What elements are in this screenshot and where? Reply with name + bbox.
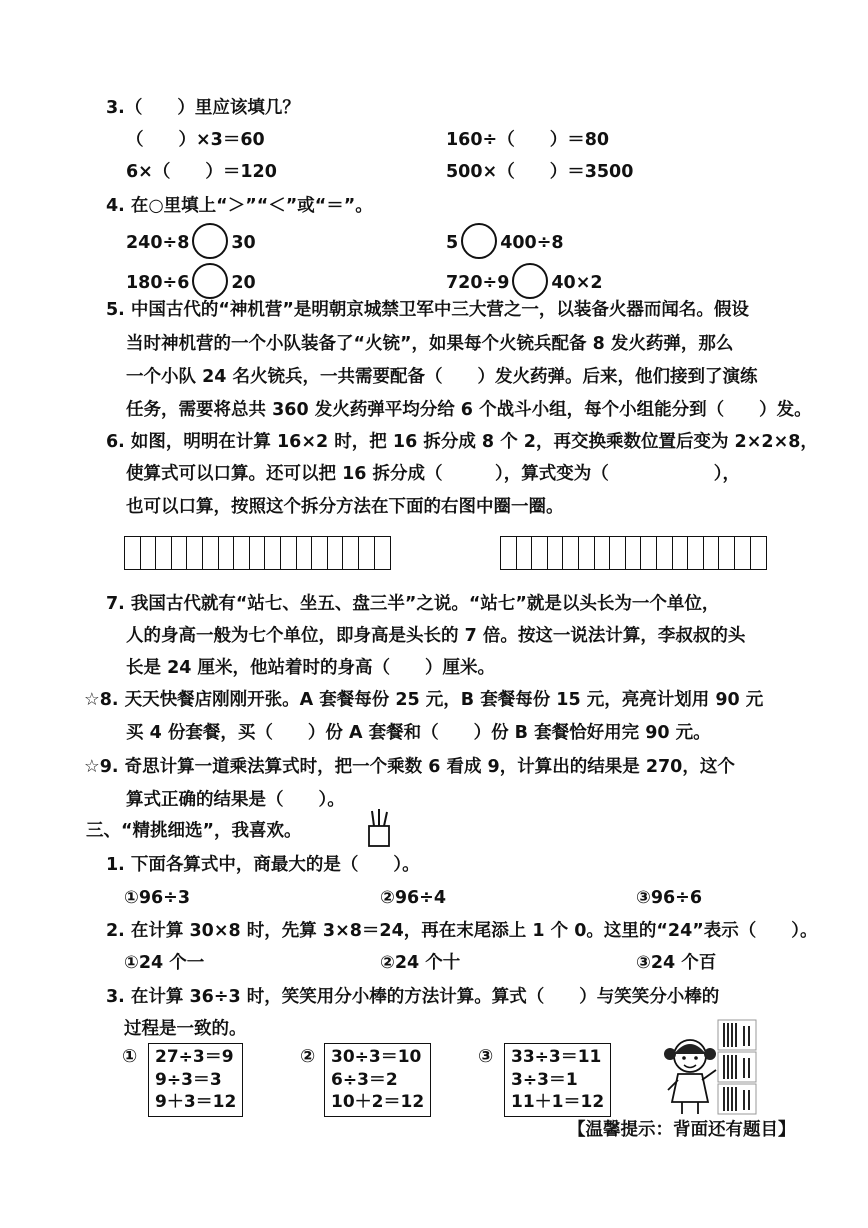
q4-item-a: [126, 225, 256, 261]
q8-line-2: 买 4 份套餐，买（ ）份 A 套餐和（ ）份 B 套餐恰好用完 90 元。: [126, 723, 711, 743]
q4-item-d: [446, 265, 603, 301]
grid-cell[interactable]: [688, 537, 704, 569]
q3-item-b: 160÷（ ）＝80: [446, 130, 610, 150]
q9-line-2: 算式正确的结果是（ ）。: [126, 790, 345, 810]
grid-cell[interactable]: [579, 537, 595, 569]
q9-line-1: ☆9. 奇思计算一道乘法算式时，把一个乘数 6 看成 9，计算出的结果是 270，这个: [84, 757, 735, 777]
grid-cell[interactable]: [657, 537, 673, 569]
s1-title: 1. 下面各算式中，商最大的是（ ）。: [106, 855, 420, 875]
q6-line-3: 也可以口算，按照这个拆分方法在下面的右图中圈一圈。: [126, 497, 564, 517]
q8-line-1: ☆8. 天天快餐店刚刚开张。A 套餐每份 25 元，B 套餐每份 15 元，亮亮计划用 90 元: [84, 690, 764, 710]
q4-a-left: 240÷8: [126, 233, 190, 253]
grid-cell[interactable]: [719, 537, 735, 569]
s1-option-2[interactable]: ②96÷4: [380, 888, 447, 908]
s3-line-1: 3. 在计算 36÷3 时，笑笑用分小棒的方法计算。算式（ ）与笑笑分小棒的: [106, 987, 720, 1007]
q7-line-3: 长是 24 厘米，他站着时的身高（ ）厘米。: [126, 658, 496, 678]
grid-cell[interactable]: [548, 537, 564, 569]
box1-line-2: 9÷3＝3: [155, 1069, 222, 1090]
box1-line-3: 9＋3＝12: [155, 1092, 237, 1112]
s3-option-1-number[interactable]: ①: [122, 1046, 138, 1067]
grid-cell[interactable]: [517, 537, 533, 569]
q3-title: 3.（ ）里应该填几？: [106, 98, 300, 118]
box3-line-2: 3÷3＝1: [511, 1069, 578, 1090]
grid-cell: [359, 537, 375, 569]
s1-option-1[interactable]: ①96÷3: [124, 888, 191, 908]
q3-item-a: （ ）×3＝60: [126, 130, 265, 150]
grid-cell: [343, 537, 359, 569]
q4-c-right: 20: [231, 273, 256, 293]
grid-cell[interactable]: [610, 537, 626, 569]
q3-item-d: 500×（ ）＝3500: [446, 162, 634, 182]
s2-option-1[interactable]: ①24 个一: [124, 953, 205, 973]
grid-cell: [328, 537, 344, 569]
grid-cell: [265, 537, 281, 569]
q4-d-right: 40×2: [551, 273, 603, 293]
q5-line-3: 一个小队 24 名火铳兵，一共需要配备（ ）发火药弹。后来，他们接到了演练: [126, 367, 758, 387]
s2-option-3[interactable]: ③24 个百: [636, 953, 717, 973]
q7-line-1: 7. 我国古代就有“站七、坐五、盘三半”之说。“站七”就是以头长为一个单位，: [106, 594, 720, 614]
grid-cell[interactable]: [735, 537, 751, 569]
grid-cell: [297, 537, 313, 569]
s3-option-3-box[interactable]: [504, 1043, 611, 1117]
grid-cell[interactable]: [751, 537, 767, 569]
q4-item-b: [446, 225, 564, 261]
grid-cell[interactable]: [673, 537, 689, 569]
box2-line-3: 10＋2＝12: [331, 1092, 425, 1112]
grid-cell[interactable]: [626, 537, 642, 569]
compare-circle[interactable]: [192, 223, 228, 259]
box1-line-1: 27÷3＝9: [155, 1047, 234, 1067]
q4-a-right: 30: [231, 233, 256, 253]
grid-cell: [125, 537, 141, 569]
grid-cell: [187, 537, 203, 569]
q6-line-2: 使算式可以口算。还可以把 16 拆分成（ ），算式变为（ ），: [126, 464, 741, 484]
q4-b-right: 400÷8: [500, 233, 564, 253]
q6-line-1: 6. 如图，明明在计算 16×2 时，把 16 拆分成 8 个 2，再交换乘数位置后变为 2×2×8，: [106, 432, 818, 452]
q4-c-left: 180÷6: [126, 273, 190, 293]
box3-line-1: 33÷3＝11: [511, 1047, 602, 1067]
grid-cell: [156, 537, 172, 569]
q3-item-c: 6×（ ）＝120: [126, 162, 277, 182]
s3-option-1-box[interactable]: [148, 1043, 243, 1117]
grid-cell[interactable]: [595, 537, 611, 569]
grid-cell: [281, 537, 297, 569]
s3-option-2-number[interactable]: ②: [300, 1046, 316, 1067]
q5-line-1: 5. 中国古代的“神机营”是明朝京城禁卫军中三大营之一，以装备火器而闻名。假设: [106, 300, 749, 320]
compare-circle[interactable]: [192, 263, 228, 299]
grid-cell: [312, 537, 328, 569]
grid-cell[interactable]: [532, 537, 548, 569]
footer-tip: 【温馨提示：背面还有题目】: [568, 1120, 796, 1140]
box2-line-2: 6÷3＝2: [331, 1069, 398, 1090]
grid-cell: [375, 537, 391, 569]
s3-option-2-box[interactable]: [324, 1043, 431, 1117]
grid-cell: [203, 537, 219, 569]
grid-cell[interactable]: [641, 537, 657, 569]
s2-option-2[interactable]: ②24 个十: [380, 953, 461, 973]
q4-item-c: [126, 265, 256, 301]
q4-b-left: 5: [446, 233, 459, 253]
grid-left: [124, 536, 391, 570]
q5-line-2: 当时神机营的一个小队装备了“火铳”，如果每个火铳兵配备 8 发火药弹，那么: [126, 334, 734, 354]
box3-line-3: 11＋1＝12: [511, 1092, 605, 1112]
grid-cell: [172, 537, 188, 569]
section-3-title: 三、“精挑细选”，我喜欢。: [86, 821, 302, 841]
s3-line-2: 过程是一致的。: [124, 1019, 247, 1039]
box2-line-1: 30÷3＝10: [331, 1047, 422, 1067]
grid-cell[interactable]: [563, 537, 579, 569]
grid-cell[interactable]: [704, 537, 720, 569]
q4-d-left: 720÷9: [446, 273, 510, 293]
compare-circle[interactable]: [461, 223, 497, 259]
sticks-icon: [716, 1018, 758, 1116]
grid-cell: [141, 537, 157, 569]
grid-right[interactable]: [500, 536, 767, 570]
q7-line-2: 人的身高一般为七个单位，即身高是头长的 7 倍。按这一说法计算，李叔叔的头: [126, 626, 746, 646]
s3-option-3-number[interactable]: ③: [478, 1046, 494, 1067]
s2-title: 2. 在计算 30×8 时，先算 3×8＝24，再在末尾添上 1 个 0。这里的“24”表示（ ）。: [106, 921, 818, 941]
grid-cell[interactable]: [501, 537, 517, 569]
compare-circle[interactable]: [512, 263, 548, 299]
pencil-cup-icon: [366, 808, 392, 848]
q4-title: 4. 在○里填上“＞”“＜”或“＝”。: [106, 196, 373, 216]
grid-cell: [234, 537, 250, 569]
grid-cell: [219, 537, 235, 569]
s1-option-3[interactable]: ③96÷6: [636, 888, 703, 908]
q5-line-4: 任务，需要将总共 360 发火药弹平均分给 6 个战斗小组，每个小组能分到（ ）发。: [126, 400, 812, 420]
grid-cell: [250, 537, 266, 569]
